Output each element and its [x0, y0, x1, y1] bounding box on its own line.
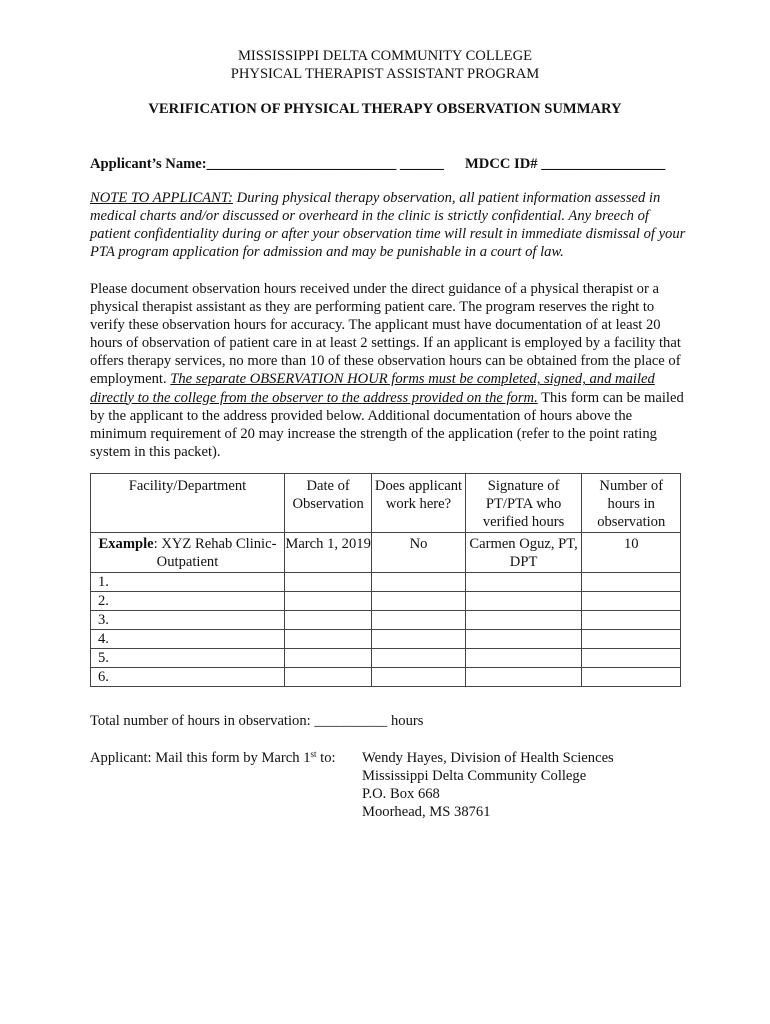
header-hours: Number of hours in observation: [582, 474, 681, 533]
college-name: MISSISSIPPI DELTA COMMUNITY COLLEGE: [237, 48, 533, 64]
hours-cell[interactable]: [582, 668, 681, 687]
example-row: [91, 533, 681, 573]
signature-cell[interactable]: [465, 573, 582, 592]
signature-cell[interactable]: [465, 649, 582, 668]
table-header-row: [91, 474, 681, 533]
instructions-emphasis: The separate OBSERVATION HOUR forms must be completed, signed, and mailed directly to the college from the observer to the address provided on the form.: [90, 371, 655, 406]
works-here-cell[interactable]: [372, 649, 465, 668]
row-number[interactable]: 5.: [91, 649, 285, 668]
date-cell[interactable]: [284, 668, 371, 687]
row-number[interactable]: 6.: [91, 668, 285, 687]
date-cell[interactable]: [284, 630, 371, 649]
row-number[interactable]: 4.: [91, 630, 285, 649]
example-works-here: No: [372, 533, 465, 573]
confidentiality-note: [90, 189, 690, 261]
form-title: VERIFICATION OF PHYSICAL THERAPY OBSERVATION SUMMARY: [148, 101, 622, 117]
works-here-cell[interactable]: [372, 630, 465, 649]
example-facility: [91, 533, 285, 573]
hours-cell[interactable]: [582, 649, 681, 668]
date-cell[interactable]: [284, 611, 371, 630]
row-number[interactable]: 1.: [91, 573, 285, 592]
works-here-cell[interactable]: [372, 668, 465, 687]
hours-cell[interactable]: [582, 630, 681, 649]
example-date: March 1, 2019: [284, 533, 371, 573]
total-hours-field[interactable]: __________: [314, 713, 388, 729]
works-here-cell[interactable]: [372, 611, 465, 630]
signature-cell[interactable]: [465, 611, 582, 630]
document-header: [0, 47, 770, 83]
total-hours-line: [90, 712, 423, 730]
works-here-cell[interactable]: [372, 573, 465, 592]
applicant-name-field[interactable]: __________________________ ______: [206, 156, 444, 172]
table-row: [91, 630, 681, 649]
table-row: [91, 592, 681, 611]
date-cell[interactable]: [284, 592, 371, 611]
observation-table: [90, 473, 681, 687]
hours-cell[interactable]: [582, 611, 681, 630]
mdcc-id-group: [465, 155, 665, 173]
address-line-1: Wendy Hayes, Division of Health Sciences: [362, 750, 614, 766]
address-line-2: Mississippi Delta Community College: [362, 768, 587, 784]
applicant-info-line: [90, 155, 690, 173]
signature-cell[interactable]: [465, 668, 582, 687]
header-works-here: Does applicant work here?: [372, 474, 465, 533]
mail-instruction: [90, 749, 336, 767]
table-row: [91, 611, 681, 630]
signature-cell[interactable]: [465, 630, 582, 649]
note-text: During physical therapy observation, all patient information assessed in medical charts and/or discussed or overheard in the clinic is strictly confidential. Any breech of patient confidentiality during or after your observation time will result in immediate dismissal of your PTA program application for admission and may be punishable in a court of law.: [90, 190, 686, 260]
row-number[interactable]: 3.: [91, 611, 285, 630]
example-hours: 10: [582, 533, 681, 573]
header-signature: Signature of PT/PTA who verified hours: [465, 474, 582, 533]
total-hours-label: Total number of hours in observation:: [90, 713, 311, 729]
mail-label-superscript: st: [310, 749, 317, 759]
program-name: PHYSICAL THERAPIST ASSISTANT PROGRAM: [230, 66, 540, 82]
mail-label-after: to:: [316, 750, 336, 766]
instructions-part2: This form can be mailed by the applicant to the address provided below. Additional documentation of hours above the minimum requirement of 20 may increase the strength of the application (refer to the point rating system in this packet).: [90, 389, 684, 460]
table-row: [91, 649, 681, 668]
row-number[interactable]: 2.: [91, 592, 285, 611]
mail-label-before: Applicant: Mail this form by March 1: [90, 750, 311, 766]
date-cell[interactable]: [284, 573, 371, 592]
date-cell[interactable]: [284, 649, 371, 668]
example-facility-text: : XYZ Rehab Clinic- Outpatient: [153, 536, 277, 570]
address-line-3: P.O. Box 668: [362, 786, 440, 802]
applicant-name-label: Applicant’s Name:: [90, 156, 207, 172]
signature-cell[interactable]: [465, 592, 582, 611]
hours-cell[interactable]: [582, 573, 681, 592]
table-row: [91, 573, 681, 592]
mdcc-id-label: MDCC ID#: [465, 156, 538, 172]
header-date: Date of Observation: [284, 474, 371, 533]
note-lead: NOTE TO APPLICANT:: [90, 190, 234, 206]
total-hours-unit: hours: [390, 713, 424, 729]
works-here-cell[interactable]: [372, 592, 465, 611]
header-facility: Facility/Department: [91, 474, 285, 533]
instructions-part1: Please document observation hours received under the direct guidance of a physical therapist or a physical therapist assistant as they are performing patient care. The program reserves the right to verify these observation hours for accuracy. The applicant must have documentation of at least 20 hours of observation of patient care in at least 2 settings. If an applicant is employed by a facility that offers therapy services, no more than 10 of these observation hours can be obtained from the place of employment.: [90, 281, 681, 388]
instructions-paragraph: [90, 280, 690, 461]
hours-cell[interactable]: [582, 592, 681, 611]
table-row: [91, 668, 681, 687]
mailing-address: [362, 749, 614, 821]
example-signature: Carmen Oguz, PT, DPT: [465, 533, 582, 573]
example-label: Example: [98, 536, 154, 552]
mdcc-id-field[interactable]: _________________: [541, 156, 666, 172]
address-line-4: Moorhead, MS 38761: [362, 804, 491, 820]
